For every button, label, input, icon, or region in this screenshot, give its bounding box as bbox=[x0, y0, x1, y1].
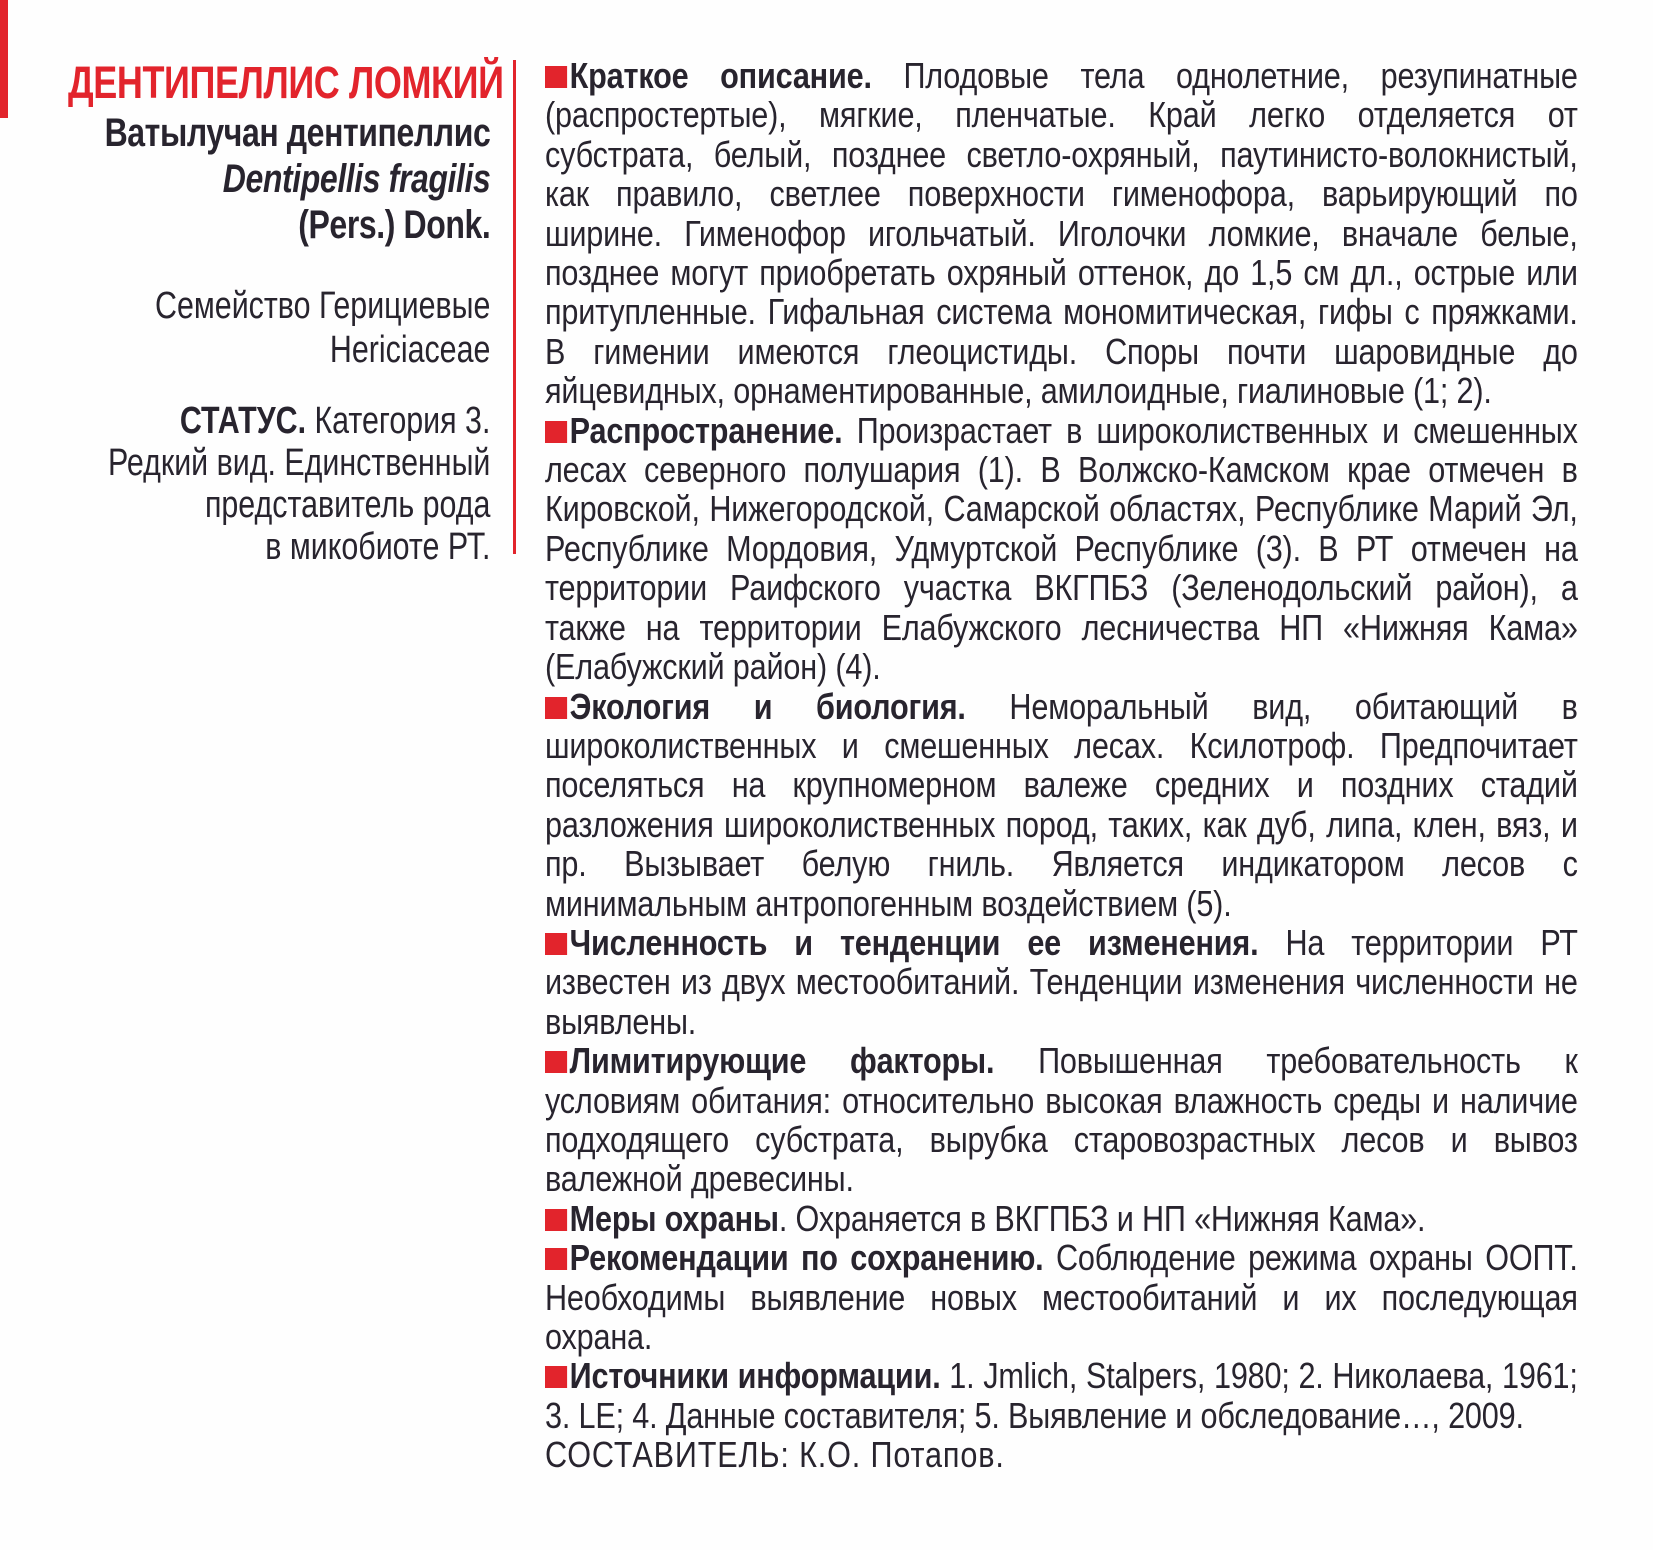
species-name-latin: Dentipellis fragilis bbox=[222, 157, 491, 201]
compiler-line: СОСТАВИТЕЛЬ: К.О. Потапов. bbox=[545, 1434, 1005, 1476]
section-bullet-icon bbox=[545, 1366, 567, 1388]
section-population-trends bbox=[545, 923, 1578, 1041]
section-body: На территории РТ известен из двух местообитаний. Тенденции изменения численности не выявлены. bbox=[545, 921, 1578, 1042]
section-protection-measures bbox=[545, 1199, 1578, 1238]
section-bullet-icon bbox=[545, 1051, 567, 1073]
section-heading: Меры охраны bbox=[569, 1197, 779, 1239]
section-body: Произрастает в широколиственных и смешенных лесах северного полушария (1). В Волжско-Камском крае отмечен в Кировской, Нижегородской, Самарской областях, Республике Марий Эл, Республике Мордовия, Удмуртской Республике (3). В РТ отмечен на территории Раифского участка ВКГПБЗ (Зеленодольский район), а также на территории Елабужского лесничества НП «Нижняя Кама» (Елабужский район) (4). bbox=[545, 409, 1578, 688]
section-distribution bbox=[545, 411, 1578, 687]
species-names bbox=[68, 110, 490, 248]
species-title-ru: ДЕНТИПЕЛЛИС ЛОМКИЙ bbox=[68, 57, 504, 108]
section-body: Соблюдение режима охраны ООПТ. Необходимы выявление новых местообитаний и их последующая охрана. bbox=[545, 1237, 1578, 1357]
section-limiting-factors bbox=[545, 1041, 1578, 1199]
status-label: СТАТУС. bbox=[179, 400, 307, 442]
section-body: Неморальный вид, обитающий в широколиственных и смешенных лесах. Ксилотроф. Предпочитает поселяться на крупномерном валеже средних и поздних стадий разложения широколиственных пород, таких, как дуб, липа, клен, вяз, и пр. Вызывает белую гниль. Является индикатором лесов с минимальным антропогенным воздействием (5). bbox=[545, 685, 1578, 924]
section-body: Плодовые тела однолетние, резупинатные (распростертые), мягкие, пленчатые. Край легко отделяется от субстрата, белый, позднее светло-охряный, паутинисто-волокнистый, как правило, светлее поверхности гименофора, варьирующий по ширине. Гименофор игольчатый. Иголочки ломкие, вначале белые, позднее могут приобретать охряный оттенок, до 1,5 см дл., острые или притупленные. Гифальная система мономитическая, гифы с пряжками. В гимении имеются глеоцистиды. Споры почти шаровидные до яйцевидных, орнаментированные, амилоидные, гиалиновые (1; 2). bbox=[545, 55, 1578, 412]
status-block bbox=[68, 400, 490, 568]
section-heading: Краткое описание. bbox=[569, 55, 872, 96]
status-line-4: в микобиоте РТ. bbox=[265, 526, 491, 568]
section-heading: Рекомендации по сохранению. bbox=[569, 1237, 1044, 1279]
column-divider-rule bbox=[513, 60, 516, 554]
status-line-2: Редкий вид. Единственный bbox=[107, 442, 491, 484]
section-body: 1. Jmlich, Stalpers, 1980; 2. Николаева, 1961; 3. LE; 4. Данные составителя; 5. Выявление и обследование…, 2009. bbox=[545, 1355, 1578, 1436]
section-bullet-icon bbox=[545, 66, 567, 88]
section-body: . Охраняется в ВКГПБЗ и НП «Нижняя Кама». bbox=[778, 1197, 1426, 1239]
family-name-ru: Семейство Герициевые bbox=[155, 285, 491, 327]
section-information-sources bbox=[545, 1356, 1578, 1435]
section-ecology-biology bbox=[545, 687, 1578, 923]
section-bullet-icon bbox=[545, 697, 567, 719]
section-heading: Численность и тенденции ее изменения. bbox=[569, 921, 1259, 963]
section-bullet-icon bbox=[545, 421, 567, 443]
status-line-1 bbox=[68, 400, 490, 442]
species-authority: (Pers.) Donk. bbox=[298, 203, 491, 247]
family-name-latin: Hericiaceae bbox=[329, 329, 491, 371]
section-bullet-icon bbox=[545, 933, 567, 955]
section-bullet-icon bbox=[545, 1248, 567, 1270]
status-category: Категория 3. bbox=[314, 400, 491, 442]
species-info-panel bbox=[68, 56, 504, 568]
section-heading: Лимитирующие факторы. bbox=[569, 1040, 995, 1082]
section-heading: Экология и биология. bbox=[569, 685, 966, 727]
section-conservation-recommendations bbox=[545, 1238, 1578, 1356]
page-edge-mark bbox=[0, 0, 8, 118]
status-line-3: представитель рода bbox=[204, 484, 491, 526]
species-name-tatar: Ватылучан дентипеллис bbox=[104, 111, 491, 155]
family-block bbox=[68, 284, 490, 372]
section-brief-description bbox=[545, 56, 1578, 411]
section-heading: Распространение. bbox=[569, 409, 843, 451]
section-body: Повышенная требовательность к условиям обитания: относительно высокая влажность среды и наличие подходящего субстрата, вырубка старовозрастных лесов и вывоз валежной древесины. bbox=[545, 1040, 1578, 1200]
section-bullet-icon bbox=[545, 1209, 567, 1231]
section-heading: Источники информации. bbox=[569, 1355, 941, 1397]
species-article bbox=[545, 56, 1578, 1475]
